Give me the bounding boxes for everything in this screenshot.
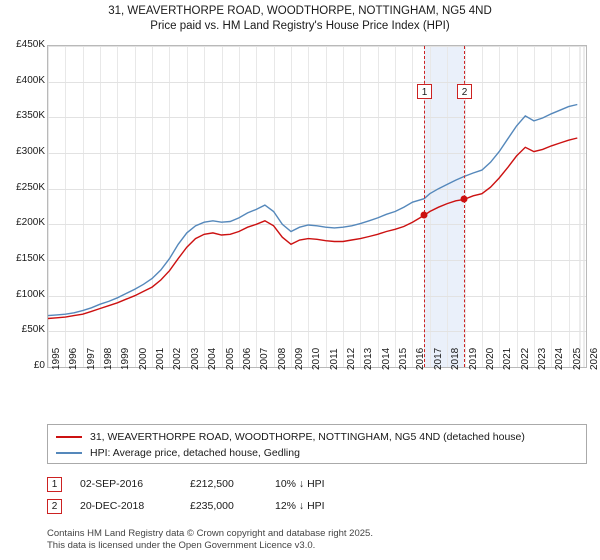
sale-date-2: 20-DEC-2018 (80, 500, 145, 512)
x-axis-tick-label: 2003 (189, 347, 201, 370)
y-axis-tick-label: £150K (16, 253, 45, 264)
sale-marker-flag-2[interactable]: 2 (457, 84, 472, 99)
legend-label-property: 31, WEAVERTHORPE ROAD, WOODTHORPE, NOTTINGHAM, NG5 4ND (detached house) (90, 431, 525, 443)
x-axis-tick-label: 2012 (346, 347, 358, 370)
y-axis-tick-label: £300K (16, 146, 45, 157)
x-axis-tick-label: 2025 (571, 347, 583, 370)
table-row (47, 495, 587, 517)
x-gridline (586, 46, 587, 367)
sale-data-point-2[interactable] (460, 196, 467, 203)
y-axis-tick-label: £100K (16, 288, 45, 300)
x-axis-tick-label: 2017 (432, 347, 444, 370)
x-axis-tick-label: 2002 (172, 347, 184, 370)
chart-series-canvas (48, 46, 586, 367)
x-axis-tick-label: 2019 (467, 347, 479, 370)
x-axis-tick-label: 2001 (155, 347, 167, 370)
x-axis-tick-label: 2010 (311, 347, 323, 370)
y-axis-tick-label: £200K (16, 217, 45, 229)
series-line (48, 138, 577, 319)
sale-price-1: £212,500 (190, 478, 234, 490)
y-axis-tick-label: £250K (16, 181, 45, 193)
price-chart-plot-area (47, 45, 587, 368)
sales-table (47, 473, 587, 517)
y-axis-tick-label: £450K (16, 39, 45, 50)
y-axis-tick-label: £0 (33, 360, 45, 371)
title-line-1: 31, WEAVERTHORPE ROAD, WOODTHORPE, NOTTINGHAM, NG5 4ND (108, 5, 492, 17)
x-axis-tick-label: 1997 (85, 347, 97, 370)
copyright-footer (47, 528, 592, 551)
legend-label-hpi: HPI: Average price, detached house, Gedling (90, 447, 300, 459)
sale-marker-flag-1[interactable]: 1 (417, 84, 432, 99)
x-axis-tick-label: 1995 (51, 347, 62, 370)
x-axis-tick-label: 2009 (293, 347, 305, 370)
sale-date-1: 02-SEP-2016 (80, 478, 144, 490)
y-axis-tick-label: £400K (16, 74, 45, 86)
x-axis-tick-label: 2004 (207, 347, 219, 370)
x-axis-tick-label: 2007 (259, 347, 271, 370)
x-axis-tick-label: 1999 (120, 347, 132, 370)
x-axis-tick-label: 2022 (519, 347, 531, 370)
y-axis-tick-label: £50K (21, 324, 45, 336)
x-axis-tick-label: 2006 (241, 347, 253, 370)
x-axis-tick-label: 2014 (380, 347, 392, 370)
x-axis-tick-label: 2023 (536, 347, 548, 370)
x-axis-tick-label: 2026 (589, 347, 600, 370)
legend-item-hpi (56, 446, 578, 460)
x-axis-tick-label: 2016 (415, 347, 427, 370)
footer-line-2: This data is licensed under the Open Government Licence v3.0. (47, 539, 316, 551)
table-row (47, 473, 587, 495)
sale-marker-1: 1 (47, 477, 62, 492)
sale-hpi-delta-2: 12% ↓ HPI (275, 500, 325, 512)
x-axis-tick-label: 1996 (68, 347, 80, 370)
x-axis-tick-label: 2024 (554, 347, 566, 370)
x-axis-tick-label: 2013 (363, 347, 375, 370)
sale-hpi-delta-1: 10% ↓ HPI (275, 478, 325, 490)
x-axis-tick-label: 1998 (103, 347, 115, 370)
x-axis-tick-label: 2008 (276, 347, 288, 370)
x-axis-tick-label: 2005 (224, 347, 236, 370)
legend-swatch-property (56, 436, 82, 438)
x-axis-tick-label: 2015 (398, 347, 410, 370)
series-line (48, 105, 577, 316)
x-axis-tick-label: 2021 (502, 347, 514, 370)
legend-swatch-hpi (56, 452, 82, 454)
footer-line-1: Contains HM Land Registry data © Crown copyright and database right 2025. (47, 528, 373, 539)
sale-price-2: £235,000 (190, 500, 234, 512)
y-axis-tick-label: £350K (16, 110, 45, 122)
legend-item-property (56, 430, 578, 444)
x-axis-tick-label: 2018 (450, 347, 462, 370)
sale-data-point-1[interactable] (421, 212, 428, 219)
title-line-2: Price paid vs. HM Land Registry's House Price Index (HPI) (150, 20, 450, 32)
x-axis-tick-label: 2020 (484, 347, 496, 370)
x-axis-tick-label: 2011 (328, 348, 340, 370)
x-axis-tick-label: 2000 (137, 347, 149, 370)
sale-marker-2: 2 (47, 499, 62, 514)
page-title (0, 4, 600, 34)
chart-legend (47, 424, 587, 464)
